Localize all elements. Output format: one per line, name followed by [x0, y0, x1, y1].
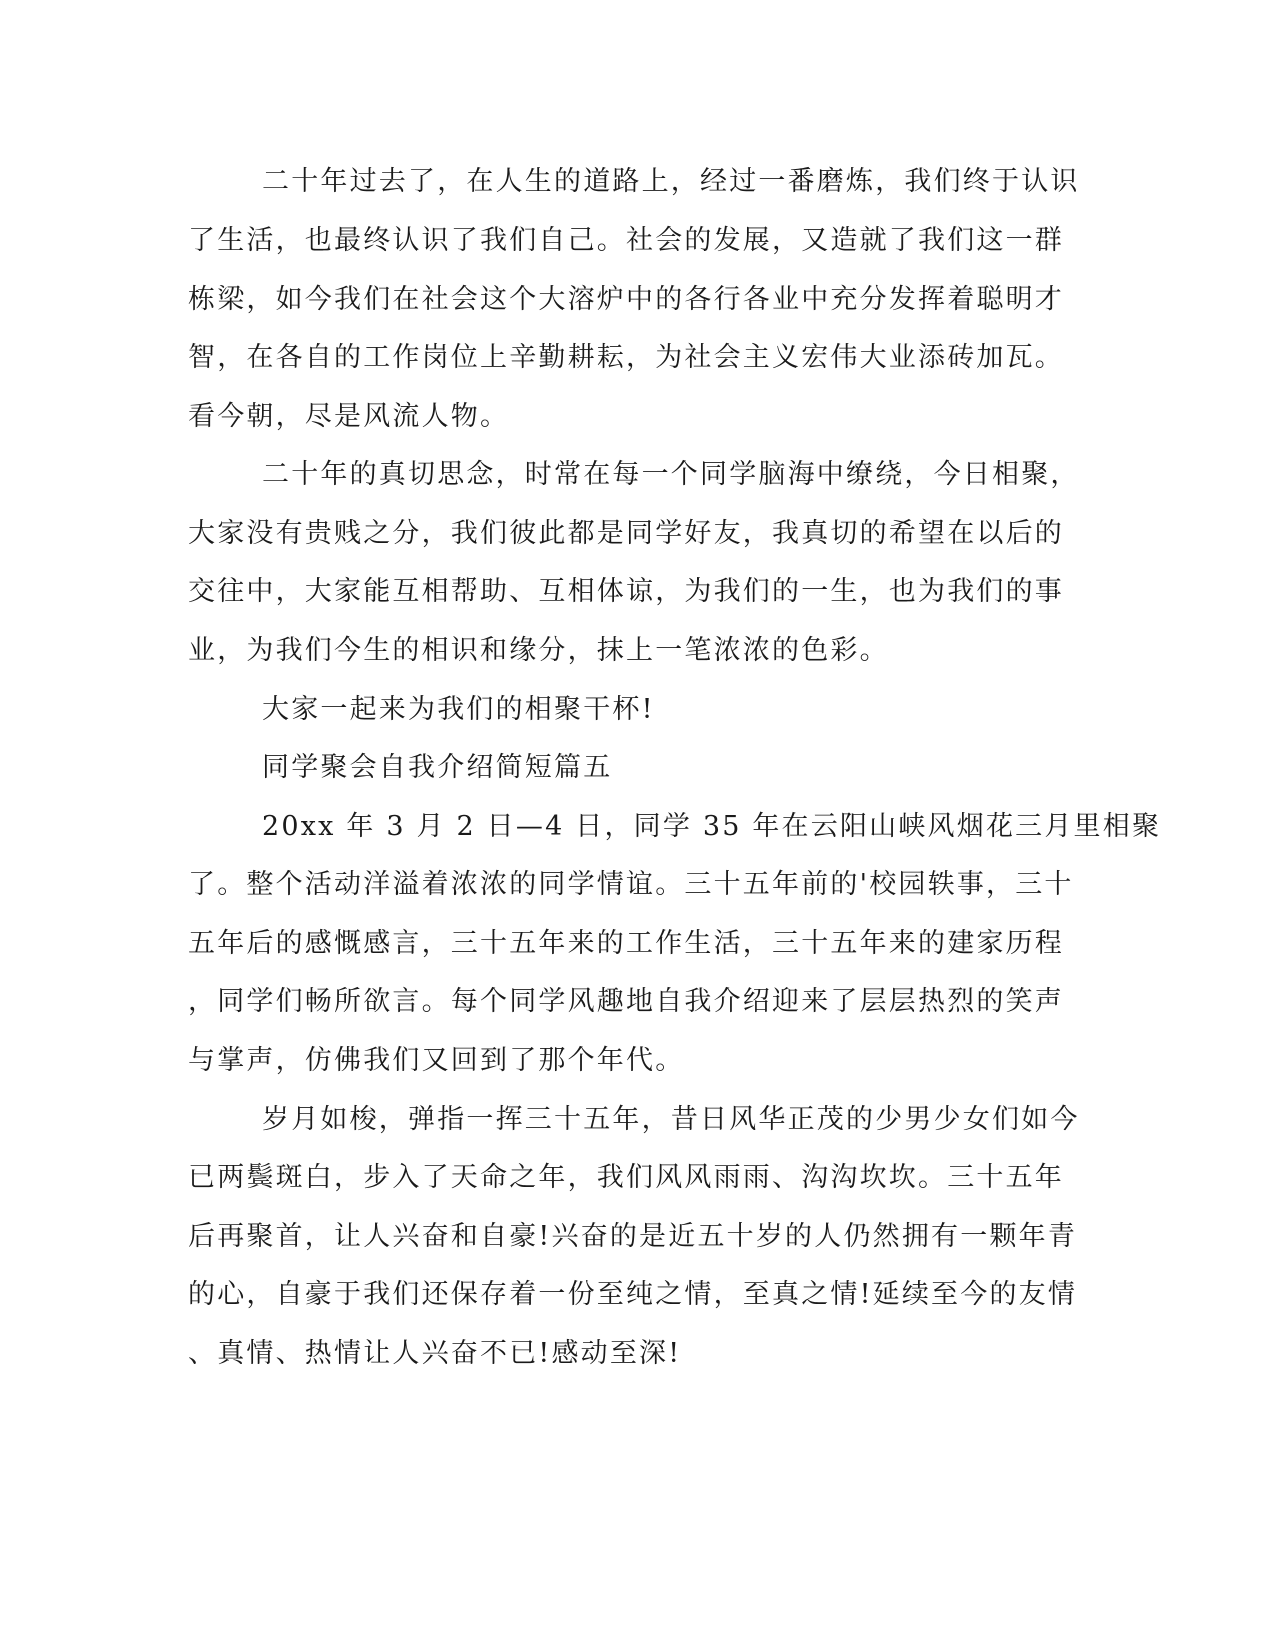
paragraph-line: 栋梁，如今我们在社会这个大溶炉中的各行各业中充分发挥着聪明才: [188, 284, 1064, 315]
paragraph-line: 二十年过去了，在人生的道路上，经过一番磨炼，我们终于认识: [262, 166, 1080, 197]
paragraph-line: 20xx 年 3 月 2 日—4 日，同学 35 年在云阳山峡风烟花三月里相聚: [262, 811, 1162, 842]
paragraph-line: 看今朝，尽是风流人物。: [188, 401, 510, 432]
paragraph-line: 大家没有贵贱之分，我们彼此都是同学好友，我真切的希望在以后的: [188, 518, 1064, 549]
paragraph-line: 后再聚首，让人兴奋和自豪!兴奋的是近五十岁的人仍然拥有一颗年青: [188, 1221, 1078, 1252]
paragraph-line: 二十年的真切思念，时常在每一个同学脑海中缭绕，今日相聚，: [262, 459, 1080, 490]
paragraph-line: 了。整个活动洋溢着浓浓的同学情谊。三十五年前的'校园轶事，三十: [188, 869, 1074, 900]
paragraph-line: 五年后的感慨感言，三十五年来的工作生活，三十五年来的建家历程: [188, 928, 1064, 959]
paragraph-line: 智，在各自的工作岗位上辛勤耕耘，为社会主义宏伟大业添砖加瓦。: [188, 342, 1064, 373]
paragraph-line: 岁月如梭，弹指一挥三十五年，昔日风华正茂的少男少女们如今: [262, 1104, 1080, 1135]
section-heading: 同学聚会自我介绍简短篇五: [262, 752, 613, 783]
paragraph-line: 与掌声，仿佛我们又回到了那个年代。: [188, 1045, 685, 1076]
paragraph-line: 了生活，也最终认识了我们自己。社会的发展，又造就了我们这一群: [188, 225, 1064, 256]
paragraph-line: 大家一起来为我们的相聚干杯!: [262, 694, 655, 725]
paragraph-line: 的心，自豪于我们还保存着一份至纯之情，至真之情!延续至今的友情: [188, 1279, 1078, 1310]
paragraph-line: 已两鬓斑白，步入了天命之年，我们风风雨雨、沟沟坎坎。三十五年: [188, 1162, 1064, 1193]
paragraph-line: 、真情、热情让人兴奋不已!感动至深!: [188, 1338, 682, 1369]
paragraph-line: 业，为我们今生的相识和缘分，抹上一笔浓浓的色彩。: [188, 635, 889, 666]
paragraph-line: ，同学们畅所欲言。每个同学风趣地自我介绍迎来了层层热烈的笑声: [188, 986, 1064, 1017]
paragraph-line: 交往中，大家能互相帮助、互相体谅，为我们的一生，也为我们的事: [188, 576, 1064, 607]
